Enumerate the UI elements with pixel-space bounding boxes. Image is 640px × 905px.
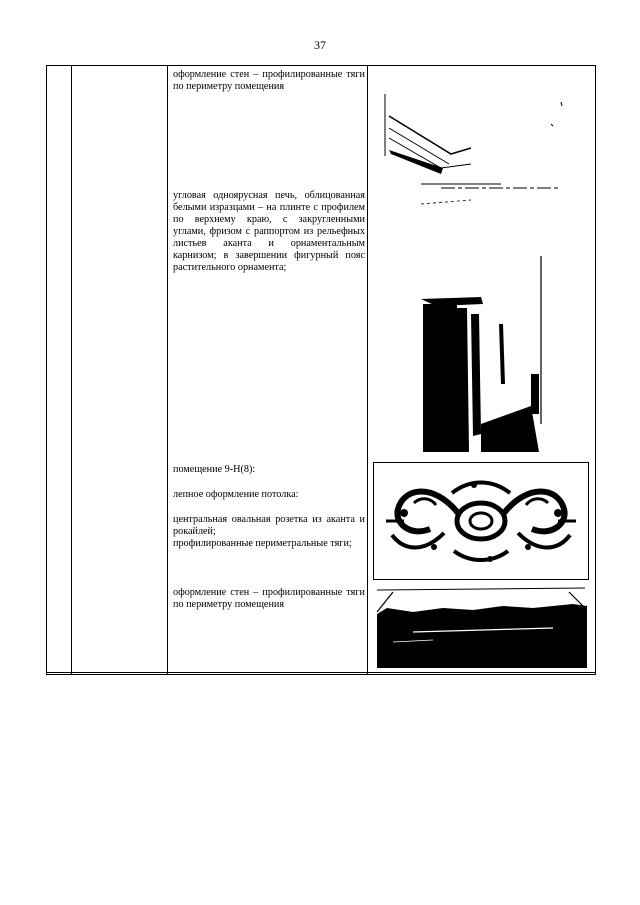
description-walls-1: [173, 69, 365, 93]
photo-cornice: [381, 76, 581, 186]
description-text: профилированные периметральные тяги;: [173, 538, 352, 549]
description-text: оформление стен – профилированные тяги по периметру помещения: [173, 587, 365, 610]
description-text: угловая одноярусная печь, облицованная белыми изразцами – на плинте с профилем по верхнему краю, с закругленными углами, фризом с раппортом из рельефных листьев аканта и орнаментальным карнизом; в завершении фигурный пояс растительного орнамента;: [173, 190, 365, 273]
photo-corner-stove: [381, 184, 581, 456]
page-number: 37: [314, 38, 326, 52]
table-frame: [46, 65, 596, 675]
description-text: лепное оформление потолка:: [173, 489, 299, 500]
description-walls-2: [173, 587, 365, 611]
description-room-9n8: [173, 464, 365, 550]
column-divider-2: [167, 66, 168, 674]
description-stove: [173, 190, 365, 274]
room-title: помещение 9-Н(8):: [173, 464, 256, 475]
bottom-double-line: [47, 672, 595, 673]
photo-wall-cornice: [373, 584, 589, 668]
description-text: центральная овальная розетка из аканта и рокайлей;: [173, 514, 365, 537]
column-divider-3: [367, 66, 368, 674]
photo-ceiling-rosette: [373, 462, 589, 580]
column-divider-1: [71, 66, 72, 674]
description-text: оформление стен – профилированные тяги по периметру помещения: [173, 69, 365, 92]
